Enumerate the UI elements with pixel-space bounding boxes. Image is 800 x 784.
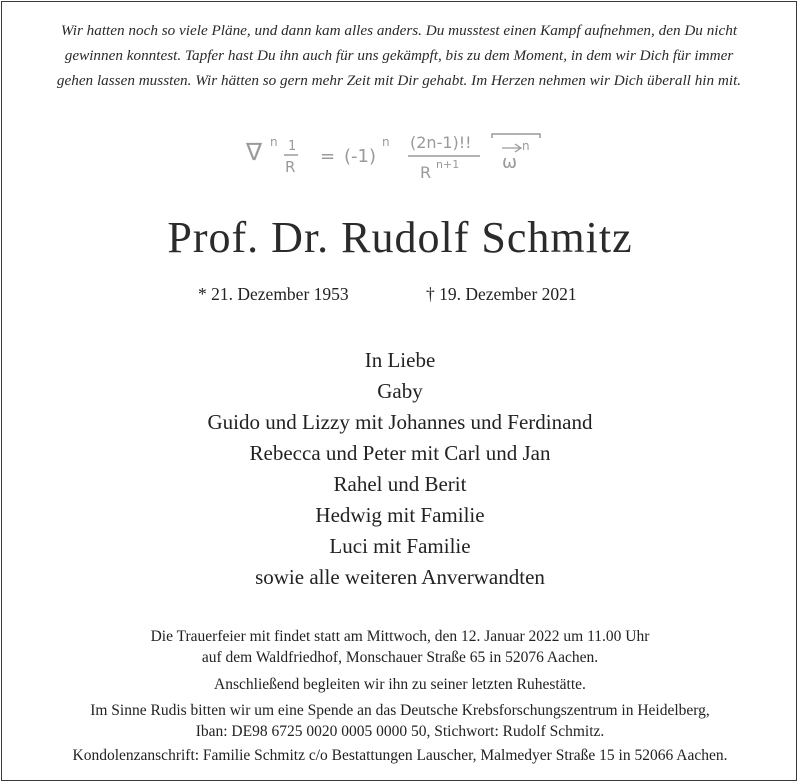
mourners-line: In Liebe: [364, 348, 436, 372]
ceremony-line: auf dem Waldfriedhof, Monschauer Straße 65 in 52076 Aachen.: [201, 649, 599, 666]
deceased-name: Prof. Dr. Rudolf Schmitz: [167, 213, 633, 262]
formula-denominator-exponent: n+1: [436, 158, 460, 171]
mourners-line: Guido und Lizzy mit Johannes und Ferdinand: [207, 410, 593, 434]
mourners-list: [0, 345, 800, 593]
formula-exponent: n: [270, 135, 278, 149]
mourners-line: Luci mit Familie: [329, 534, 471, 558]
ceremony-line: Die Trauerfeier mit findet statt am Mittwoch, den 12. Januar 2022 um 11.00 Uhr: [150, 628, 650, 645]
mourners-line: Gaby: [377, 379, 423, 403]
mourners-line: Rahel und Berit: [333, 472, 467, 496]
mourners-line: sowie alle weiteren Anverwandten: [255, 565, 545, 589]
mourners-line: Rebecca und Peter mit Carl und Jan: [249, 441, 551, 465]
handwritten-formula: [240, 124, 560, 194]
poem-text: [20, 18, 778, 93]
ceremony-info: [0, 626, 800, 668]
formula-sign: (-1): [344, 146, 376, 167]
formula-omega: ω: [502, 152, 518, 173]
formula-nabla: ∇: [246, 138, 263, 166]
formula-fraction-numerator: 1: [288, 139, 297, 154]
formula-equals: =: [320, 146, 336, 167]
formula-fraction-denominator: R: [285, 158, 296, 176]
formula-numerator: (2n-1)!!: [410, 133, 472, 152]
formula-denominator: R: [420, 163, 432, 182]
donation-line: Im Sinne Rudis bitten wir um eine Spende an das Deutsche Krebsforschungszentrum in Heidelberg,: [90, 702, 710, 719]
birth-date: * 21. Dezember 1953: [198, 284, 349, 304]
death-date: † 19. Dezember 2021: [426, 284, 577, 304]
poem-line: Wir hatten noch so viele Pläne, und dann kam alles anders. Du musstest einen Kampf aufnehmen, den Du nicht: [60, 22, 738, 39]
condolence-address: Kondolenzanschrift: Familie Schmitz c/o Bestattungen Lauscher, Malmedyer Straße 15 in 52066 Aachen.: [72, 747, 728, 764]
mourners-line: Hedwig mit Familie: [315, 503, 485, 527]
poem-line: gehen lassen mussten. Wir hätten so gern mehr Zeit mit Dir gehabt. Im Herzen nehmen wir Dich überall hin mit.: [56, 72, 742, 89]
formula-exponent: n: [522, 139, 530, 153]
poem-line: gewinnen konntest. Tapfer hast Du ihn auch für uns gekämpft, bis zu dem Moment, in dem wir Dich für immer: [64, 47, 734, 64]
donation-line: Iban: DE98 6725 0020 0005 0000 50, Stichwort: Rudolf Schmitz.: [195, 723, 605, 740]
burial-info: Anschließend begleiten wir ihn zu seiner letzten Ruhestätte.: [214, 676, 586, 693]
formula-exponent: n: [382, 135, 390, 149]
donation-info: [0, 700, 800, 742]
